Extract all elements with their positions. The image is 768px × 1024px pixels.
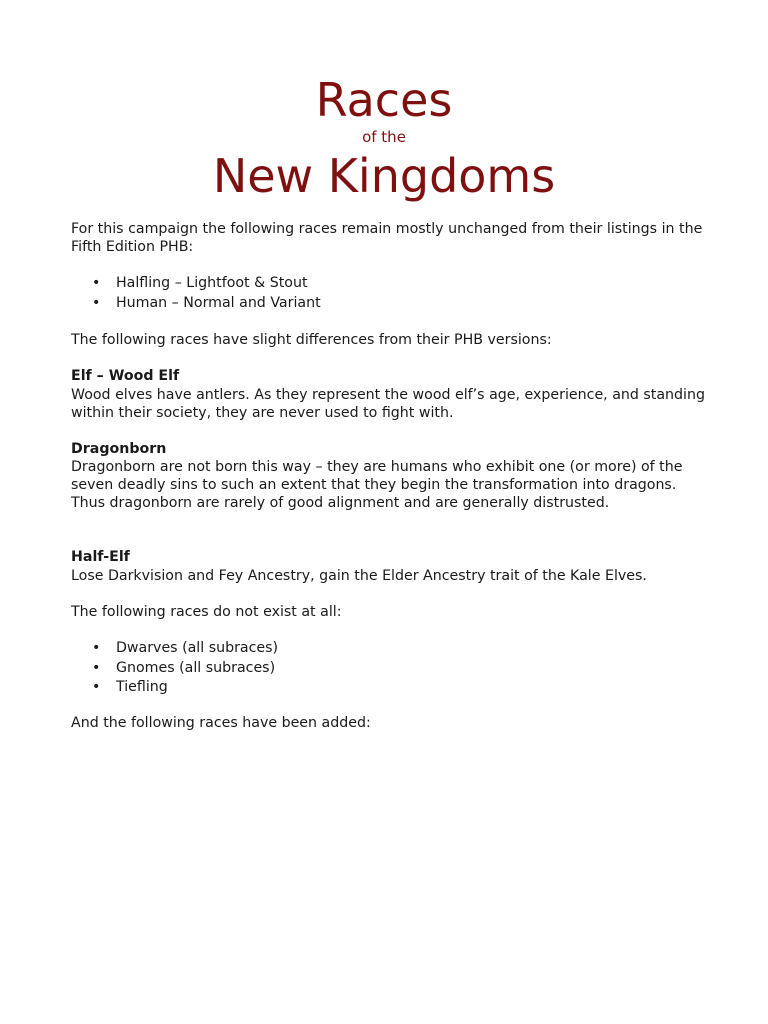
section-text-half-elf: Lose Darkvision and Fey Ancestry, gain the Elder Ancestry trait of the Kale Elves.: [71, 568, 647, 584]
list-item: [71, 678, 278, 698]
section-text-wood-elf: Wood elves have antlers. As they represent the wood elf’s age, experience, and standing within their society, they are never used to fight with.: [71, 387, 705, 421]
section-heading-half-elf: Half-Elf: [71, 549, 130, 565]
section-text-dragonborn: Dragonborn are not born this way – they are humans who exhibit one (or more) of the seven deadly sins to such an extent that they begin the transformation into dragons. Thus dragonborn are rarely of good alignment and are generally distrusted.: [71, 459, 683, 511]
list-item-text: Dwarves (all subraces): [116, 640, 279, 656]
bullet: •: [92, 640, 101, 656]
unchanged-races-list: [71, 274, 321, 313]
missing-races-list: [71, 639, 278, 698]
title-races: Races: [315, 73, 453, 127]
slight-differences-intro: The following races have slight differences from their PHB versions:: [71, 332, 552, 348]
bullet: •: [92, 294, 101, 311]
section-heading-wood-elf: Elf – Wood Elf: [71, 368, 180, 384]
list-item-text: Human – Normal and Variant: [116, 294, 321, 311]
bullet: •: [92, 659, 101, 676]
missing-races-intro: The following races do not exist at all:: [71, 604, 342, 620]
added-races-intro: And the following races have been added:: [71, 715, 371, 731]
title-new-kingdoms: New Kingdoms: [212, 149, 556, 203]
intro-paragraph: For this campaign the following races remain mostly unchanged from their listings in the Fifth Edition PHB:: [71, 221, 703, 255]
list-item: [71, 639, 278, 659]
list-item-text: Tiefling: [116, 679, 168, 695]
list-item-text: Gnomes (all subraces): [116, 659, 276, 676]
section-heading-dragonborn: Dragonborn: [71, 441, 167, 457]
list-item: [71, 274, 321, 294]
title-of-the: of the: [362, 128, 406, 146]
list-item-text: Halfling – Lightfoot & Stout: [116, 275, 308, 291]
bullet: •: [92, 679, 101, 695]
list-item: [71, 659, 278, 679]
bullet: •: [92, 275, 101, 291]
list-item: [71, 294, 321, 314]
